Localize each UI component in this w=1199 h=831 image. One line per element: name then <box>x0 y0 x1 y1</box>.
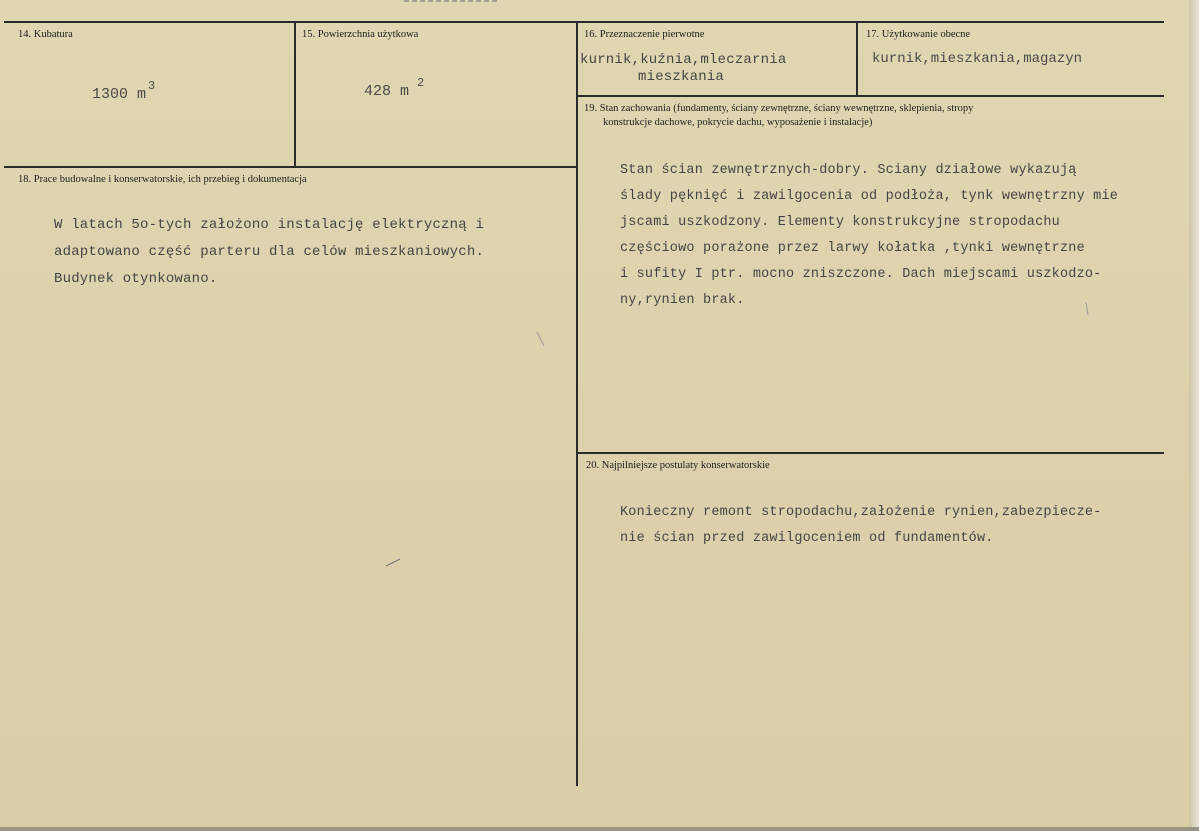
field-19-line-1: Stan ścian zewnętrznych-dobry. Sciany działowe wykazują <box>620 163 1077 178</box>
field-18-label: 18. Prace budowalne i konserwatorskie, ich przebieg i dokumentacja <box>18 174 307 185</box>
field-18-line-1: W latach 5o-tych założono instalację elektryczną i <box>54 217 485 233</box>
rule-above-20 <box>578 452 1164 454</box>
field-19-label-line-2: konstrukcje dachowe, pokrycie dachu, wyposażenie i instalacje) <box>603 117 873 128</box>
divider-16-17 <box>856 22 858 96</box>
top-rule <box>4 21 1164 23</box>
field-20-line-2: nie ścian przed zawilgoceniem od fundamentów. <box>620 531 994 546</box>
field-17-value: kurnik,mieszkania,magazyn <box>872 51 1083 67</box>
field-18-line-3: Budynek otynkowano. <box>54 271 218 287</box>
rule-under-16-17 <box>578 95 1164 97</box>
field-16-label: 16. Przeznaczenie pierwotne <box>584 29 705 40</box>
field-20-line-1: Konieczny remont stropodachu,założenie rynien,zabezpiecze- <box>620 505 1102 520</box>
field-19-line-4: częściowo porażone przez larwy kołatka ,tynki wewnętrzne <box>620 241 1085 256</box>
field-14-label: 14. Kubatura <box>18 29 73 40</box>
divider-14-15 <box>294 22 296 167</box>
field-15-label: 15. Powierzchnia użytkowa <box>302 29 419 40</box>
cut-off-header-text <box>404 0 500 2</box>
field-19-value <box>620 158 1118 314</box>
rule-under-14-15 <box>4 166 577 168</box>
main-divider <box>576 22 578 786</box>
field-14-value <box>92 79 156 103</box>
field-19-line-2: ślady pęknięć i zawilgocenia od podłoża, tynk wewnętrzny mie <box>620 189 1119 204</box>
field-17-label: 17. Użytkowanie obecne <box>866 29 971 40</box>
field-16-line-2: mieszkania <box>638 69 725 85</box>
field-15-unit-exponent: 2 <box>417 76 425 90</box>
field-18-value <box>54 212 484 293</box>
field-14-unit-exponent: 3 <box>148 79 156 93</box>
field-15-value <box>364 76 425 100</box>
field-19-label-line-1: 19. Stan zachowania (fundamenty, ściany zewnętrzne, ściany wewnętrzne, sklepienia, stropy <box>584 103 974 114</box>
field-16-value <box>580 52 786 86</box>
field-19-line-3: jscami uszkodzony. Elementy konstrukcyjne stropodachu <box>620 215 1060 230</box>
card-bottom-edge <box>0 827 1199 831</box>
field-20-value <box>620 500 1101 552</box>
field-20-label: 20. Najpilniejsze postulaty konserwatorskie <box>586 460 770 471</box>
field-14-value-text: 1300 m <box>92 86 147 103</box>
field-19-line-5: i sufity I ptr. mocno zniszczone. Dach miejscami uszkodzo- <box>620 267 1102 282</box>
field-15-value-text: 428 m <box>364 83 410 100</box>
card-right-edge <box>1189 0 1199 831</box>
field-18-line-2: adaptowano część parteru dla celów mieszkaniowych. <box>54 244 485 260</box>
field-16-line-1: kurnik,kuźnia,mleczarnia <box>580 52 787 68</box>
field-19-line-6: ny,rynien brak. <box>620 293 745 308</box>
